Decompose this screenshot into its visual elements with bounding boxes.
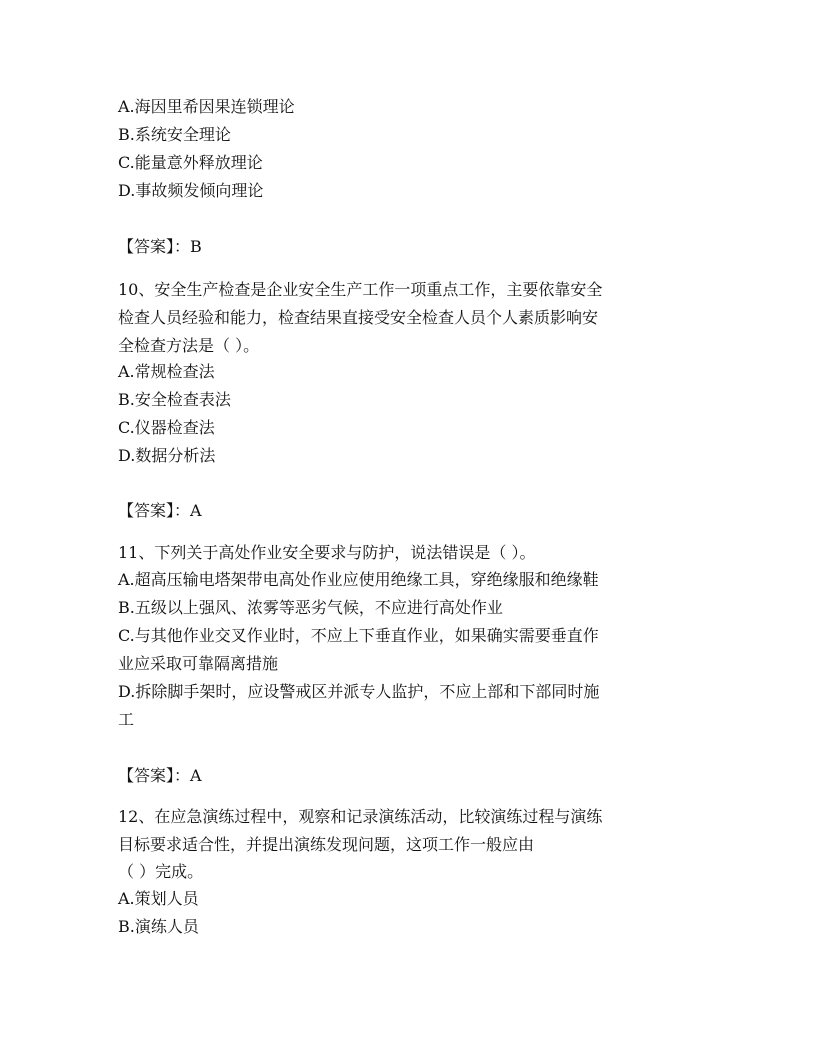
q11-option-a: A.超高压输电塔架带电高处作业应使用绝缘工具，穿绝缘服和绝缘鞋 [118,570,599,589]
q9-option-d: D.事故频发倾向理论 [118,181,264,200]
q9-option-b: B.系统安全理论 [118,125,231,144]
q12-option-b: B.演练人员 [118,917,199,936]
q9-option-a: A.海因里希因果连锁理论 [118,97,295,116]
q10-option-a: A.常规检查法 [118,362,215,381]
q10-option-c: C.仪器检查法 [118,418,215,437]
q10-option-b: B.安全检查表法 [118,390,231,409]
q11-option-c-line-1: C.与其他作业交叉作业时，不应上下垂直作业，如果确实需要垂直作 [118,626,599,645]
q10-option-d: D.数据分析法 [118,446,216,465]
q11-option-c-line-2: 业应采取可靠隔离措施 [118,654,279,673]
q11-stem-line-1: 11、下列关于高处作业安全要求与防护，说法错误是（ ）。 [118,543,536,562]
q9-answer: 【答案】：B [118,237,202,256]
q12-stem-line-3: （ ）完成。 [118,862,204,881]
q12-stem-line-2: 目标要求适合性，并提出演练发现问题，这项工作一般应由 [118,835,535,854]
q10-stem-line-1: 10、安全生产检查是企业安全生产工作一项重点工作，主要依靠安全 [118,280,603,299]
q10-stem-line-2: 检查人员经验和能力，检查结果直接受安全检查人员个人素质影响安 [118,308,599,327]
q12-stem-line-1: 12、在应急演练过程中，观察和记录演练活动，比较演练过程与演练 [118,807,603,826]
q11-option-d-line-1: D.拆除脚手架时，应设警戒区并派专人监护，不应上部和下部同时施 [118,682,600,701]
q10-answer: 【答案】：A [118,501,202,520]
q12-option-a: A.策划人员 [118,889,199,908]
q9-option-c: C.能量意外释放理论 [118,153,263,172]
q11-answer: 【答案】：A [118,766,202,785]
q11-option-d-line-2: 工 [118,710,135,729]
q10-stem-line-3: 全检查方法是（ ）。 [118,336,260,355]
q11-option-b: B.五级以上强风、浓雾等恶劣气候，不应进行高处作业 [118,598,503,617]
